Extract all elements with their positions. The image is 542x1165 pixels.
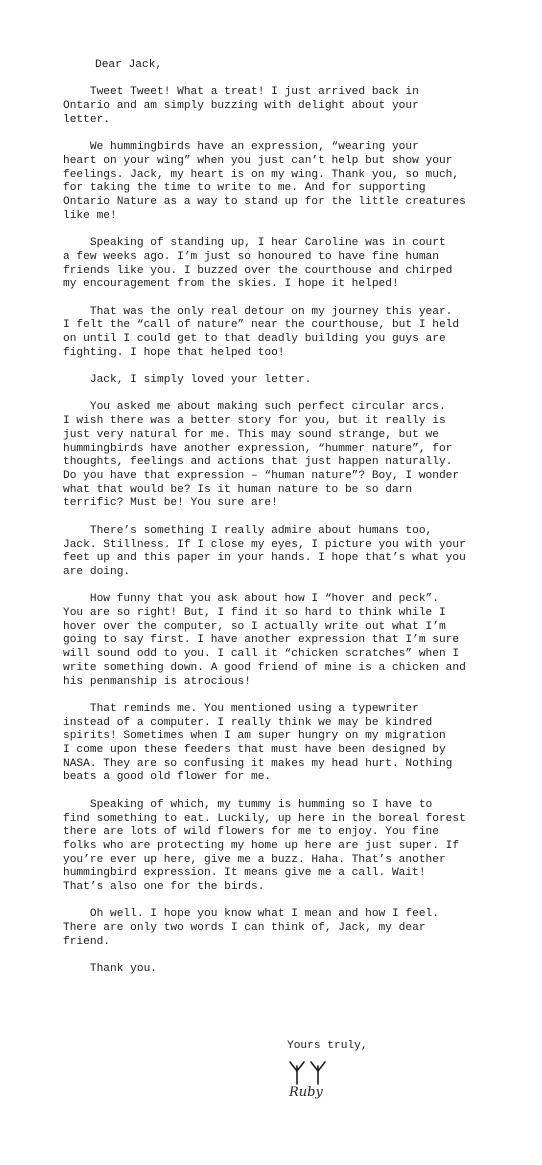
paragraph-2: We hummingbirds have an expression, “wearing your heart on your wing” when you just can’t help but show your feelings. Jack, my heart is on my wing. Thank you, so much, for taking the time to write to me. And for supporting Ontario Nature as a way to stand up for the little creatures like me! xyxy=(63,141,466,222)
signature-block xyxy=(287,1040,407,1099)
bird-footprints-icon xyxy=(287,1060,331,1086)
paragraph-9: That reminds me. You mentioned using a typewriter instead of a computer. I really think we may be kindred spirits! Sometimes when I am super hungry on my migration I come upon these feeders that must have been designed by NASA. They are so confusing it makes my head hurt. Nothing beats a good old flower for me. xyxy=(63,702,453,784)
paragraph-8: How funny that you ask about how I “hover and peck”. You are so right! But, I find it so hard to think while I hover over the computer, so I actually write out what I’m going to say first. I have another expression that I’m sure will sound odd to you. I call it “chicken scratches” when I write something down. A good friend of mine is a chicken and his penmanship is atrocious! xyxy=(63,593,466,688)
paragraph-6: You asked me about making such perfect circular arcs. I wish there was a better story for you, but it really is just very natural for me. This may sound strange, but we hummingbirds have another expression, “hummer nature”, for thoughts, feelings and actions that just happen naturally. Do you have that expression – “human nature”? Boy, I wonder what that would be? Is it human nature to be so darn terrific? Must be! You sure are! xyxy=(63,401,460,510)
paragraph-4: That was the only real detour on my journey this year. I felt the “call of nature” near the courthouse, but I held on until I could get to that deadly building you guys are fighting. I hope that helped too! xyxy=(63,305,460,359)
paragraph-5: Jack, I simply loved your letter. xyxy=(63,374,312,387)
paragraph-10: Speaking of which, my tummy is humming so I have to find something to eat. Luckily, up here in the boreal forest there are lots of wild flowers for me to enjoy. You fine folks who are protecting my home up here are just super. If you’re ever up here, give me a buzz. Haha. That’s another hummingbird expression. It means give me a call. Wait! That’s also one for the birds. xyxy=(63,798,466,894)
salutation: Dear Jack, xyxy=(95,59,163,71)
paragraph-7: There’s something I really admire about humans too, Jack. Stillness. If I close my eyes, I picture you with your feet up and this paper in your hands. I hope that’s what you are doing. xyxy=(63,524,466,578)
paragraph-3: Speaking of standing up, I hear Caroline was in court a few weeks ago. I’m just so honoured to have fine human friends like you. I buzzed over the courthouse and chirped my encouragement from the skies. I hope it helped! xyxy=(63,237,453,291)
signature-name: Ruby xyxy=(289,1084,323,1100)
paragraph-11: Oh well. I hope you know what I mean and how I feel. There are only two words I can think of, Jack, my dear friend. xyxy=(63,908,439,948)
letter-body xyxy=(63,59,483,991)
paragraph-12: Thank you. xyxy=(63,963,157,976)
closing-line: Yours truly, xyxy=(287,1040,368,1052)
paragraph-1: Tweet Tweet! What a treat! I just arrived back in Ontario and am simply buzzing with delight about your letter. xyxy=(63,86,419,126)
